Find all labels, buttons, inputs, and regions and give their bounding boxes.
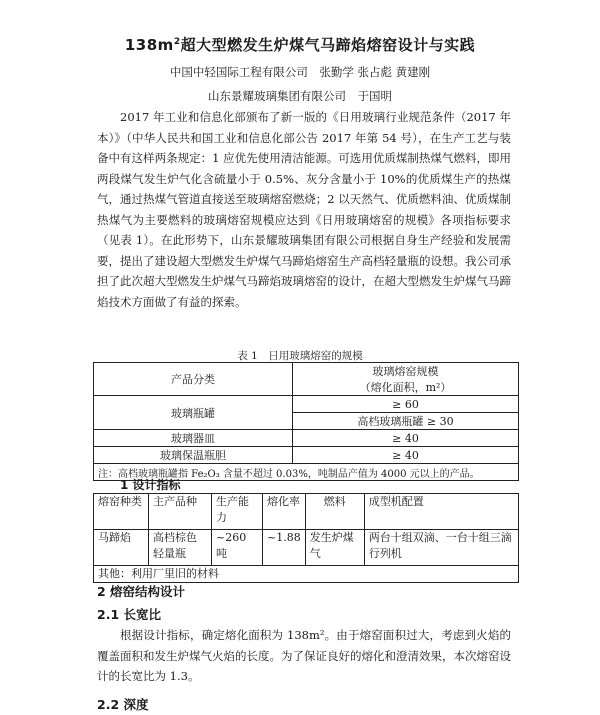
authors-line-2: 山东景耀玻璃集团有限公司 于国明 (208, 89, 392, 103)
section2-1-heading: 2.1 长宽比 (97, 607, 161, 622)
section2-1-paragraph: 根据设计指标，确定熔化面积为 138m²。由于熔窑面积过大，考虑到火焰的覆盖面积和发生炉煤气火焰的长度。为了保证良好的熔化和澄清效果，本次熔窑设计的长宽比为 1.3。 (97, 628, 511, 683)
paper-title (0, 34, 600, 55)
table2-header: 生产能力 (212, 494, 263, 530)
section2-2-heading: 2.2 深度 (97, 697, 149, 712)
title-rest: 超大型燃发生炉煤气马蹄焰熔窑设计与实践 (180, 36, 476, 54)
table2-header: 熔化率 (263, 494, 306, 530)
table1-row-value: ≥ 60 (293, 396, 519, 413)
intro-paragraph: 2017 年工业和信息化部颁布了新一版的《日用玻璃行业规范条件（2017 年本）》（中华人民共和国工业和信息化部公告 2017 年第 54 号），在生产工艺与装备中有这样两条规定：1 应优先使用清洁能源。可选用优质煤制热煤气燃料，即用两段煤气发生炉气化含硫量小于 0.5%、灰分含量小于 10%的优质煤生产的热煤气，通过热煤气管道直接送至玻璃熔窑燃烧；2 以天然气、优质燃料油、优质煤制热煤气为主要燃料的玻璃熔窑规模应达到《日用玻璃熔窑的规模》各项指标要求（见表 1）。在此形势下，山东景耀玻璃集团有限公司根据自身生产经验和发展需要，提出了建设超大型燃发生炉煤气马蹄焰熔窑生产高档轻量瓶的设想。我公司承担了此次超大型燃发生炉煤气马蹄焰玻璃熔窑的设计，在超大型燃发生炉煤气马蹄焰技术方面做了有益的探索。 (97, 110, 511, 309)
table2 (93, 493, 519, 583)
table1-header-category: 产品分类 (94, 363, 293, 396)
authors-line-1: 中国中轻国际工程有限公司 张勤学 张占彪 黄建刚 (169, 65, 431, 79)
table2-header: 主产品种 (149, 494, 212, 530)
title-sup: 2 (173, 37, 181, 47)
section1-heading: 1 设计指标 (120, 478, 181, 492)
table1-row-value: ≥ 40 (293, 447, 519, 464)
table2-cell: 马蹄焰 (94, 530, 149, 566)
table1 (93, 362, 519, 481)
table1-note: 注：高档玻璃瓶罐指 Fe₂O₃ 含量不超过 0.03%，吨制品产值为 4000 元以上的产品。 (94, 464, 519, 481)
table1-caption: 表 1 日用玻璃熔窑的规模 (237, 350, 363, 362)
table1-row-category: 玻璃瓶罐 (94, 396, 293, 430)
table1-row-category: 玻璃器皿 (94, 430, 293, 447)
table2-header: 燃料 (305, 494, 364, 530)
table1-row-value: 高档玻璃瓶罐 ≥ 30 (293, 413, 519, 430)
table1-header-scale-line2: （熔化面积，m²） (359, 381, 452, 394)
table1-row-value: ≥ 40 (293, 430, 519, 447)
table2-note: 其他：利用厂里旧的材料 (94, 566, 519, 583)
title-prefix: 138m (124, 36, 174, 54)
table2-cell: 发生炉煤气 (305, 530, 364, 566)
table2-cell: 两台十组双滴、一台十组三滴行列机 (364, 530, 518, 566)
intro-section (97, 107, 511, 312)
table1-header-scale-line1: 玻璃熔窑规模 (372, 365, 439, 378)
table2-cell: 高档棕色轻量瓶 (149, 530, 212, 566)
table1-header-scale (293, 363, 519, 396)
section2-heading: 2 熔窑结构设计 (97, 584, 186, 599)
section2-1-body (97, 625, 511, 687)
table2-cell: ~1.88 (263, 530, 306, 566)
table1-row-category: 玻璃保温瓶胆 (94, 447, 293, 464)
table2-cell: ~260 吨 (212, 530, 263, 566)
table2-header: 熔窑种类 (94, 494, 149, 530)
table2-header: 成型机配置 (364, 494, 518, 530)
